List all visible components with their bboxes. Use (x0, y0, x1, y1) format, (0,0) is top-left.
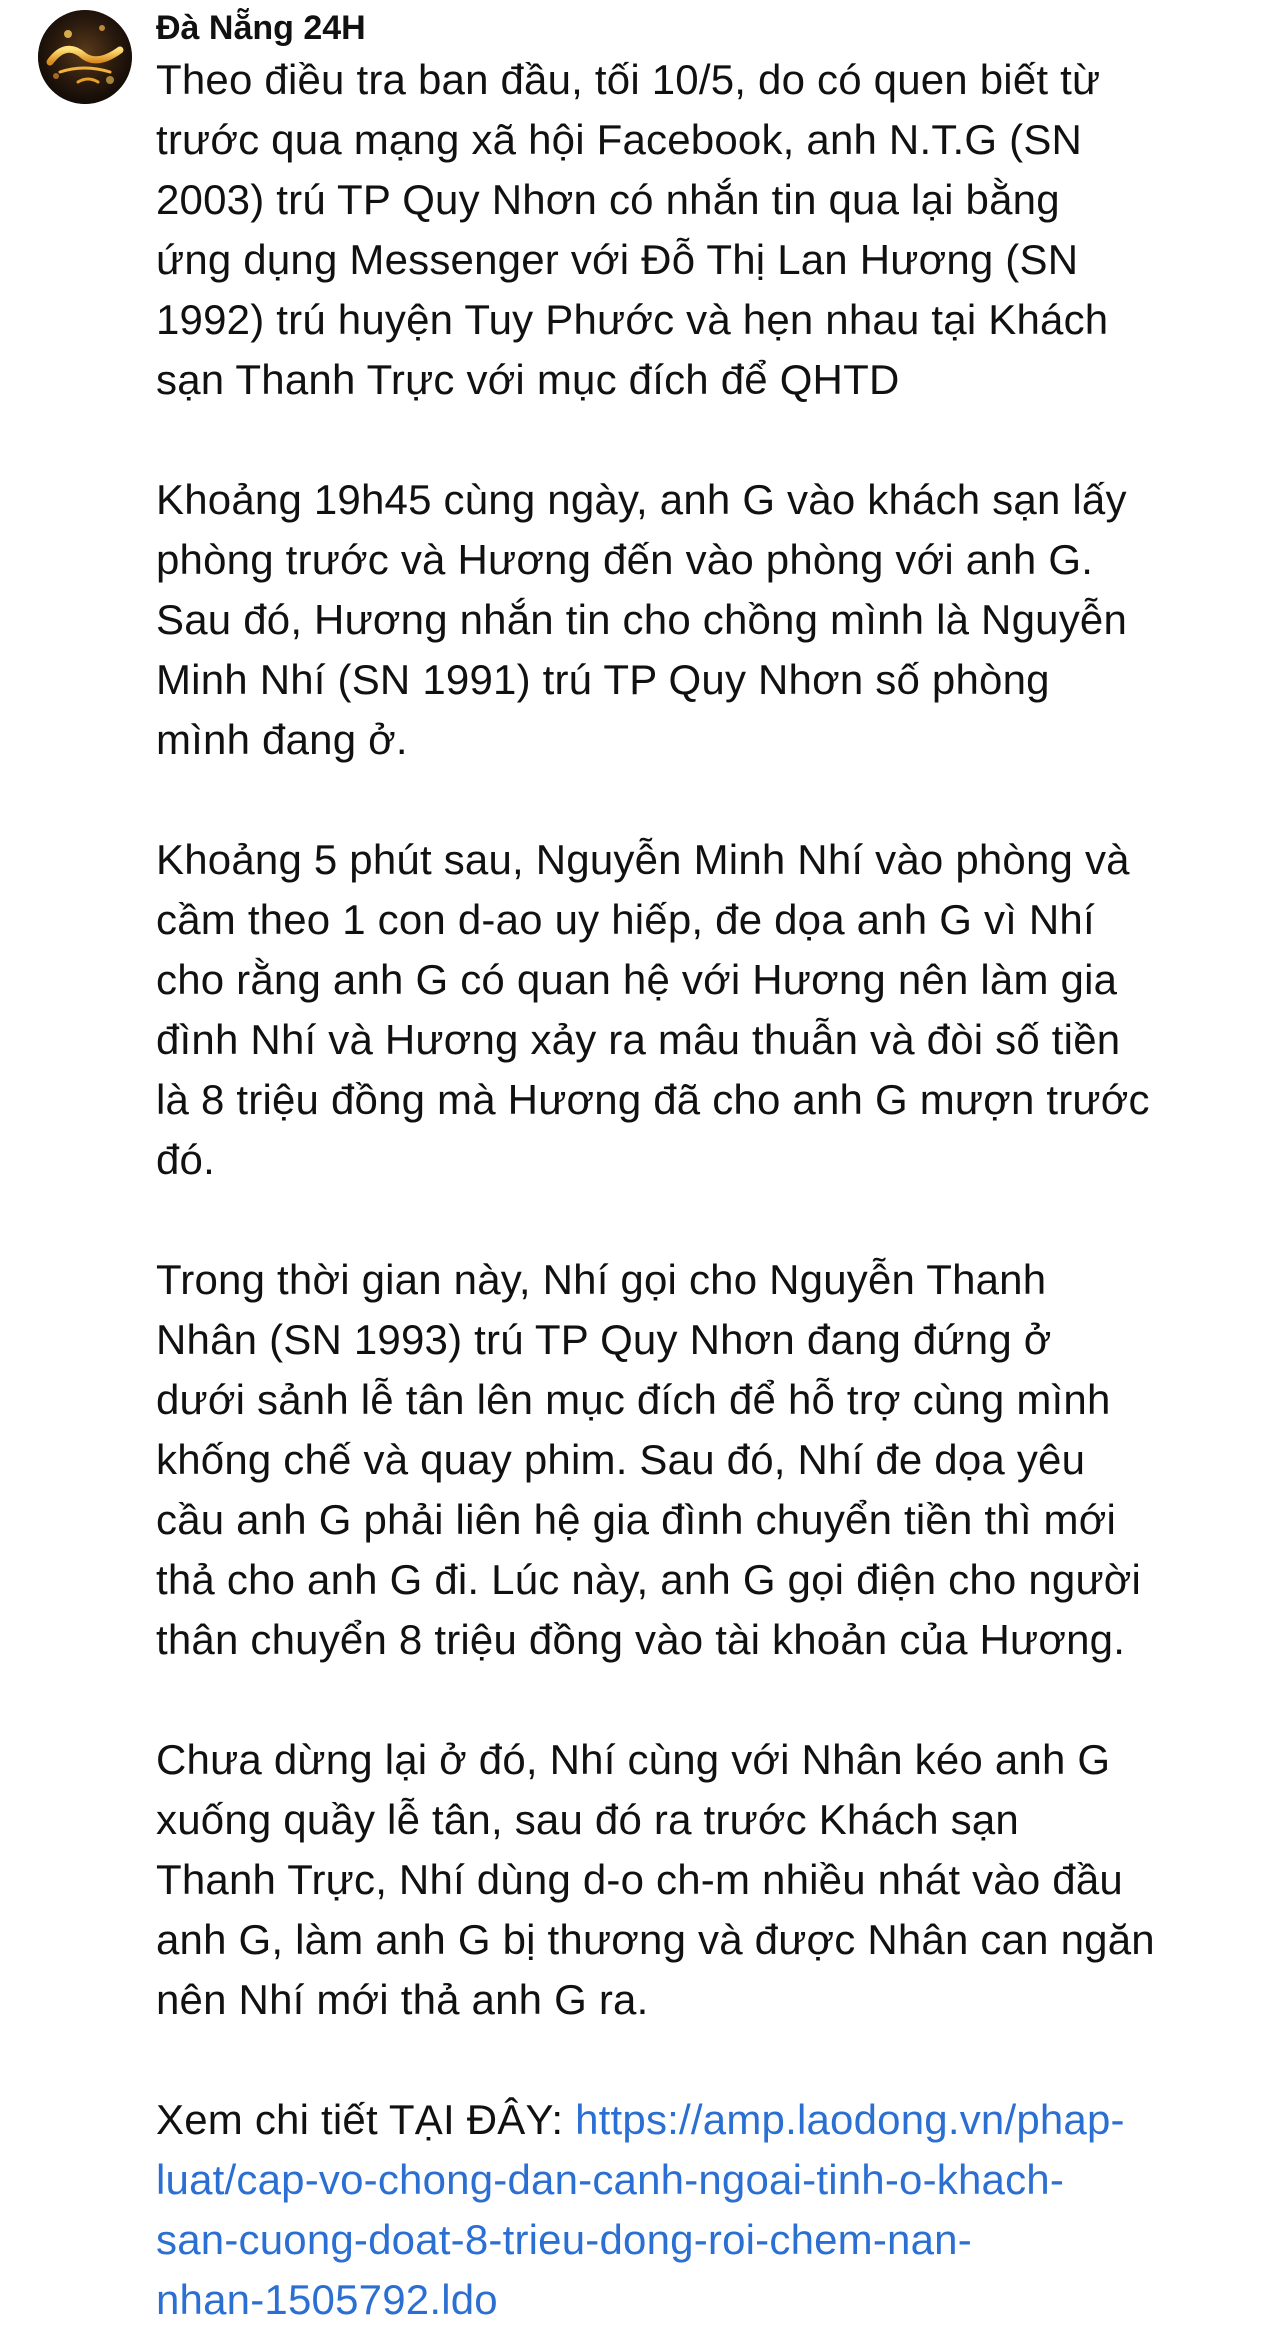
article-link[interactable]: https://amp.laodong.vn/phap- luat/cap-vo-chong-dan-canh-ngoai-tinh-o-khach- san-cuong-doat-8-trieu-dong-roi-chem-nan- nhan-1505792.ldo (156, 2096, 1125, 2323)
post-paragraph-4: Trong thời gian này, Nhí gọi cho Nguyễn Thanh Nhân (SN 1993) trú TP Quy Nhơn đang đứng ở dưới sảnh lễ tân lên mục đích để hỗ trợ cùng mình khống chế và quay phim. Sau đó, Nhí đe dọa yêu cầu anh G phải liên hệ gia đình chuyển tiền thì mới thả cho anh G đi. Lúc này, anh G gọi điện cho người thân chuyển 8 triệu đồng vào tài khoản của Hương. (156, 1256, 1142, 1663)
page-name[interactable]: Đà Nẵng 24H (156, 9, 366, 47)
post-paragraph-3: Khoảng 5 phút sau, Nguyễn Minh Nhí vào phòng và cầm theo 1 con d-ao uy hiếp, đe dọa anh G vì Nhí cho rằng anh G có quan hệ với Hương nên làm gia đình Nhí và Hương xảy ra mâu thuẫn và đòi số tiền là 8 triệu đồng mà Hương đã cho anh G mượn trước đó. (156, 836, 1150, 1183)
post-paragraph-5: Chưa dừng lại ở đó, Nhí cùng với Nhân kéo anh G xuống quầy lễ tân, sau đó ra trước Khách sạn Thanh Trực, Nhí dùng d-o ch-m nhiều nhát vào đầu anh G, làm anh G bị thương và được Nhân can ngăn nên Nhí mới thả anh G ra. (156, 1736, 1155, 2023)
post-body (156, 50, 1236, 2330)
post-paragraph-1: Theo điều tra ban đầu, tối 10/5, do có quen biết từ trước qua mạng xã hội Facebook, anh N.T.G (SN 2003) trú TP Quy Nhơn có nhắn tin qua lại bằng ứng dụng Messenger với Đỗ Thị Lan Hương (SN 1992) trú huyện Tuy Phước và hẹn nhau tại Khách sạn Thanh Trực với mục đích để QHTD (156, 56, 1109, 403)
page-avatar[interactable] (38, 10, 132, 104)
details-prefix: Xem chi tiết TẠI ĐÂY: (156, 2096, 576, 2143)
post-paragraph-2: Khoảng 19h45 cùng ngày, anh G vào khách sạn lấy phòng trước và Hương đến vào phòng với anh G. Sau đó, Hương nhắn tin cho chồng mình là Nguyễn Minh Nhí (SN 1991) trú TP Quy Nhơn số phòng mình đang ở. (156, 476, 1128, 763)
details-paragraph (156, 2090, 1236, 2330)
avatar-logo-icon (38, 10, 132, 104)
